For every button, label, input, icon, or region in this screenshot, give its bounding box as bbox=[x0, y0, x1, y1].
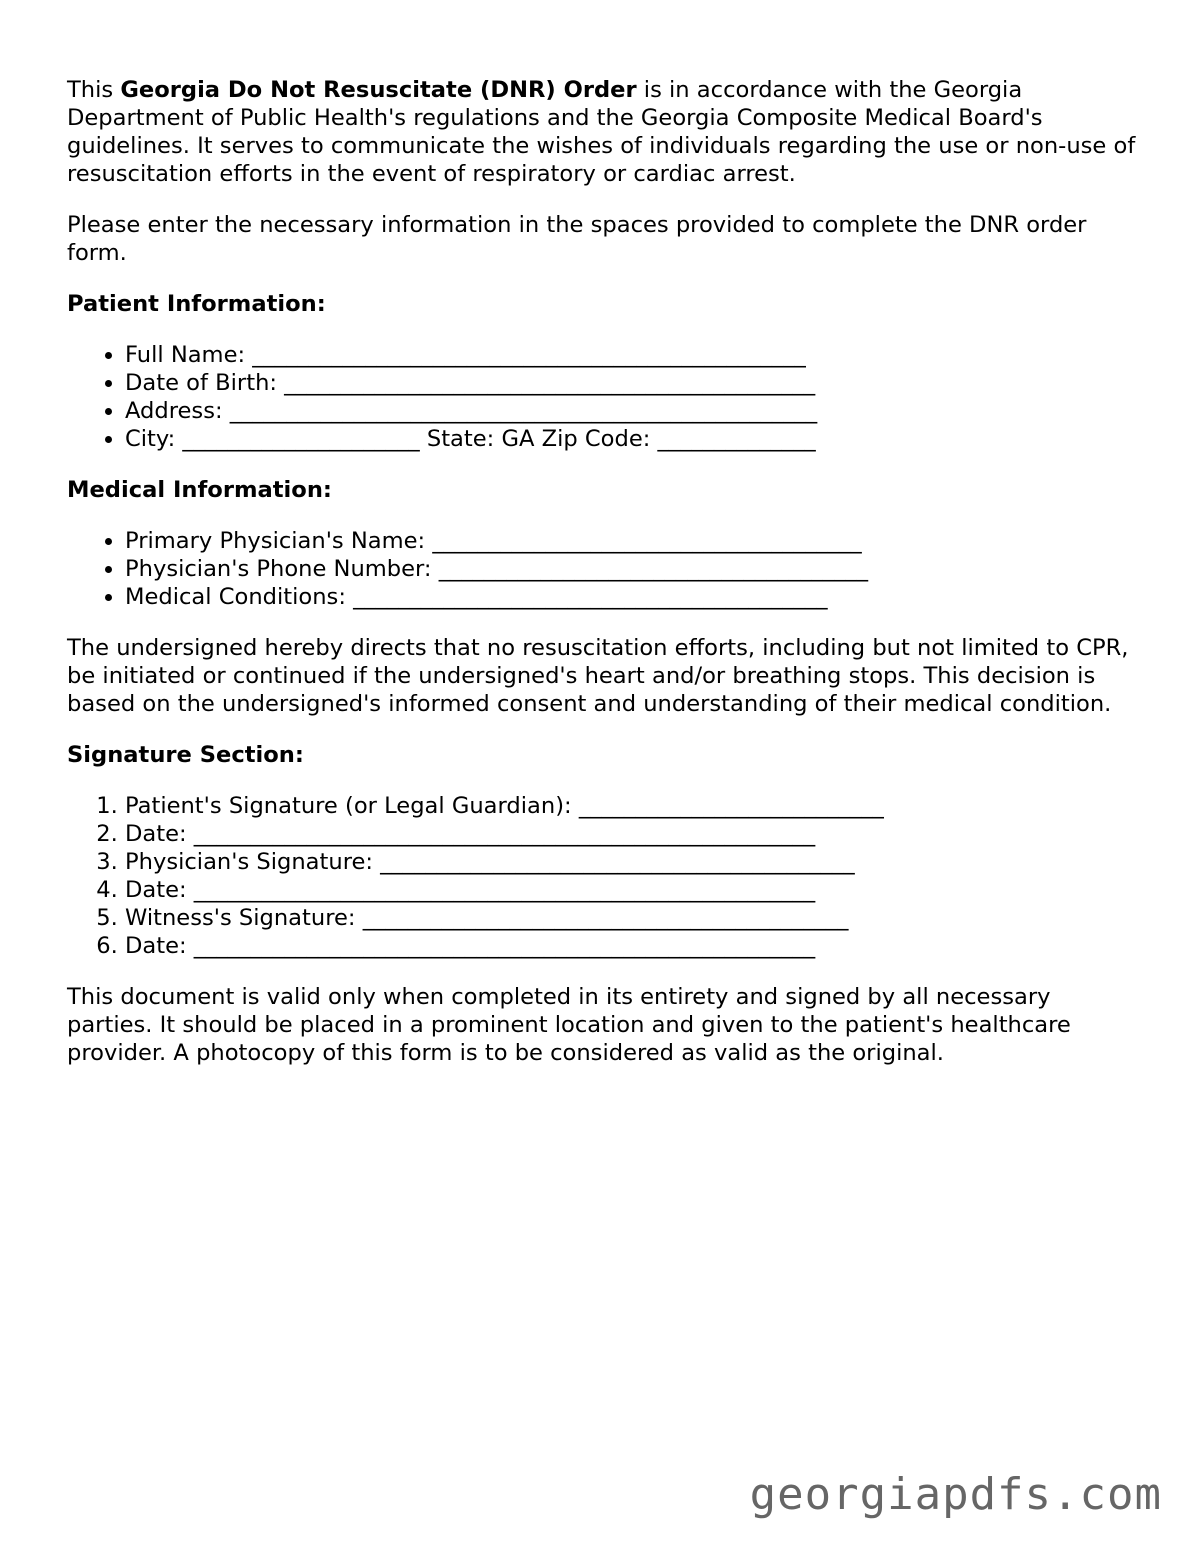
patient-signature-date-field[interactable]: 2. Date: _______________________________________________________ bbox=[125, 820, 1137, 848]
intro-suffix: is in accordance with the Georgia Department of Public Health's regulations and the Georgia Composite Medical Board's guidelines. It serves to communicate the wishes of individuals regarding the use or non-use of resuscitation efforts in the event of respiratory or cardiac arrest. bbox=[67, 77, 1136, 187]
signature-section-heading: Signature Section: bbox=[67, 742, 304, 768]
physician-signature-date-field[interactable]: 4. Date: _______________________________________________________ bbox=[125, 876, 1137, 904]
medical-information-list bbox=[67, 527, 1137, 611]
medical-conditions-field[interactable]: • Medical Conditions: __________________________________________ bbox=[125, 583, 1137, 611]
address-field[interactable]: • Address: ____________________________________________________ bbox=[125, 397, 1137, 425]
patient-information-heading: Patient Information: bbox=[67, 291, 326, 317]
instructions-paragraph: Please enter the necessary information in the spaces provided to complete the DNR order form. bbox=[67, 212, 1087, 266]
primary-physician-name-field[interactable]: • Primary Physician's Name: ______________________________________ bbox=[125, 527, 1137, 555]
date-of-birth-field[interactable]: • Date of Birth: _______________________________________________ bbox=[125, 369, 1137, 397]
physician-phone-field[interactable]: • Physician's Phone Number: ______________________________________ bbox=[125, 555, 1137, 583]
intro-prefix: This bbox=[67, 77, 121, 103]
patient-signature-field[interactable]: 1. Patient's Signature (or Legal Guardian): ___________________________ bbox=[125, 792, 1137, 820]
closing-paragraph: This document is valid only when completed in its entirety and signed by all necessary parties. It should be placed in a prominent location and given to the patient's healthcare provider. A photocopy of this form is to be considered as valid as the original. bbox=[67, 984, 1071, 1066]
witness-signature-date-field[interactable]: 6. Date: _______________________________________________________ bbox=[125, 932, 1137, 960]
patient-information-list bbox=[67, 341, 1137, 453]
full-name-field[interactable]: • Full Name: _________________________________________________ bbox=[125, 341, 1137, 369]
city-state-zip-field[interactable]: • City: _____________________ State: GA Zip Code: ______________ bbox=[125, 425, 1137, 453]
directive-paragraph: The undersigned hereby directs that no resuscitation efforts, including but not limited to CPR, be initiated or continued if the undersigned's heart and/or breathing stops. This decision is based on the undersigned's informed consent and understanding of their medical condition. bbox=[67, 635, 1129, 717]
intro-paragraph bbox=[67, 76, 1137, 188]
signature-list bbox=[67, 792, 1137, 960]
document-body bbox=[67, 76, 1137, 1090]
witness-signature-field[interactable]: 5. Witness's Signature: ___________________________________________ bbox=[125, 904, 1137, 932]
site-watermark: georgiapdfs.com bbox=[749, 1469, 1162, 1520]
document-title: Georgia Do Not Resuscitate (DNR) Order bbox=[120, 77, 637, 103]
physician-signature-field[interactable]: 3. Physician's Signature: __________________________________________ bbox=[125, 848, 1137, 876]
medical-information-heading: Medical Information: bbox=[67, 477, 332, 503]
